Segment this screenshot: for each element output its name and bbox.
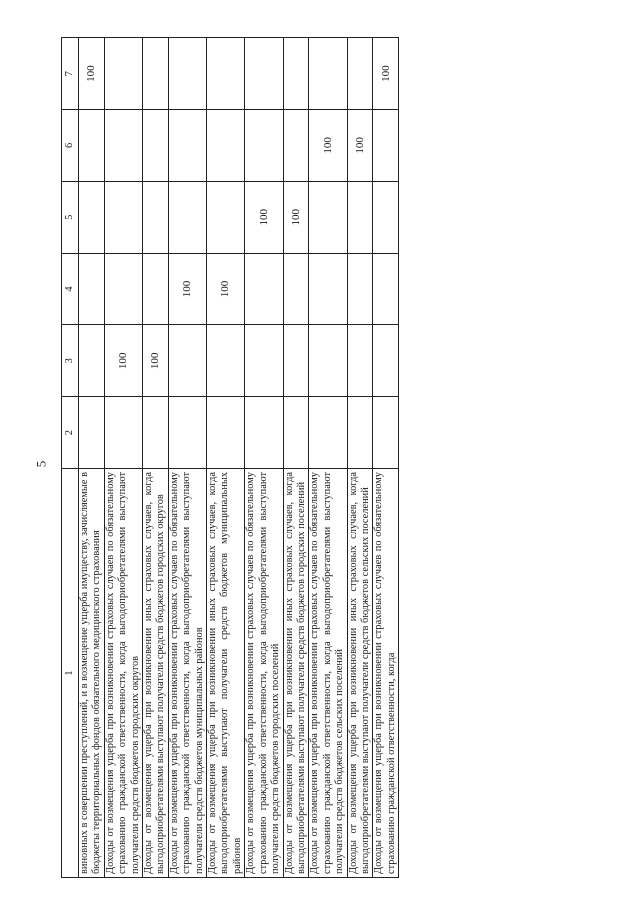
- value-cell: 100: [79, 38, 105, 110]
- value-cell: [207, 110, 245, 182]
- row-description: Доходы от возмещения ущерба при возникновении иных страховых случаев, когда выгодоприобретателями выступают получатели средств бюджетов городских поселений: [283, 469, 309, 878]
- value-cell: 100: [143, 325, 169, 397]
- value-cell: [283, 325, 309, 397]
- value-cell: [373, 253, 399, 325]
- value-cell: [143, 397, 169, 469]
- value-cell: [347, 38, 373, 110]
- value-cell: [79, 325, 105, 397]
- value-cell: [309, 325, 347, 397]
- value-cell: 100: [207, 253, 245, 325]
- value-cell: [245, 397, 283, 469]
- value-cell: [168, 397, 206, 469]
- header-cell: 5: [62, 181, 79, 253]
- revenue-table: [61, 37, 399, 878]
- value-cell: [79, 181, 105, 253]
- value-cell: 100: [347, 110, 373, 182]
- row-description: Доходы от возмещения ущерба при возникновении иных страховых случаев, когда выгодоприобретателями выступают получатели средств бюджетов сельских поселений: [347, 469, 373, 878]
- table-row: [245, 38, 283, 878]
- value-cell: [207, 325, 245, 397]
- row-description: Доходы от возмещения ущерба при возникновении страховых случаев по обязательному страхованию гражданской ответственности, когда выгодоприобретателями выступают получатели средств бюджетов муниципальных районов: [168, 469, 206, 878]
- table-row: [207, 38, 245, 878]
- value-cell: [79, 253, 105, 325]
- value-cell: [309, 38, 347, 110]
- value-cell: [373, 181, 399, 253]
- value-cell: 100: [104, 325, 142, 397]
- value-cell: [283, 253, 309, 325]
- value-cell: [104, 110, 142, 182]
- value-cell: [347, 397, 373, 469]
- row-description: Доходы от возмещения ущерба при возникновении страховых случаев по обязательному страхованию гражданской ответственности, когда: [373, 469, 399, 878]
- table-row: [168, 38, 206, 878]
- page-number: 5: [33, 460, 49, 468]
- value-cell: [373, 110, 399, 182]
- value-cell: [104, 38, 142, 110]
- row-description: виновных в совершении преступлений, и в возмещение ущерба имуществу, зачисляемые в бюджеты территориальных фондов обязательного медицинского страхования: [79, 469, 105, 878]
- value-cell: [168, 110, 206, 182]
- value-cell: [207, 38, 245, 110]
- value-cell: [168, 38, 206, 110]
- row-description: Доходы от возмещения ущерба при возникновении иных страховых случаев, когда выгодоприобретателями выступают получатели средств бюджетов муниципальных районов: [207, 469, 245, 878]
- row-description: Доходы от возмещения ущерба при возникновении страховых случаев по обязательному страхованию гражданской ответственности, когда выгодоприобретателями выступают получатели средств бюджетов городских поселений: [245, 469, 283, 878]
- value-cell: 100: [283, 181, 309, 253]
- value-cell: [309, 397, 347, 469]
- value-cell: [309, 253, 347, 325]
- table-row: [143, 38, 169, 878]
- value-cell: [245, 325, 283, 397]
- table-row: [347, 38, 373, 878]
- value-cell: [104, 253, 142, 325]
- value-cell: [104, 397, 142, 469]
- value-cell: [143, 110, 169, 182]
- value-cell: [143, 38, 169, 110]
- value-cell: [347, 325, 373, 397]
- value-cell: [104, 181, 142, 253]
- value-cell: 100: [373, 38, 399, 110]
- value-cell: [347, 181, 373, 253]
- header-cell: 3: [62, 325, 79, 397]
- value-cell: [245, 110, 283, 182]
- value-cell: 100: [168, 253, 206, 325]
- rotated-page: [61, 38, 591, 878]
- table-row: [373, 38, 399, 878]
- value-cell: 100: [245, 181, 283, 253]
- header-row: [62, 38, 79, 878]
- value-cell: [309, 181, 347, 253]
- value-cell: [207, 181, 245, 253]
- value-cell: [283, 38, 309, 110]
- header-cell: 7: [62, 38, 79, 110]
- value-cell: [79, 110, 105, 182]
- value-cell: [79, 397, 105, 469]
- value-cell: 100: [309, 110, 347, 182]
- value-cell: [245, 253, 283, 325]
- row-description: Доходы от возмещения ущерба при возникновении иных страховых случаев, когда выгодоприобретателями выступают получатели средств бюджетов городских округов: [143, 469, 169, 878]
- value-cell: [143, 253, 169, 325]
- header-cell: 2: [62, 397, 79, 469]
- row-description: Доходы от возмещения ущерба при возникновении страховых случаев по обязательному страхованию гражданской ответственности, когда выгодоприобретателями выступают получатели средств бюджетов сельских поселений: [309, 469, 347, 878]
- header-cell: 4: [62, 253, 79, 325]
- value-cell: [347, 253, 373, 325]
- row-description: Доходы от возмещения ущерба при возникновении страховых случаев по обязательному страхованию гражданской ответственности, когда выгодоприобретателями выступают получатели средств бюджетов городских округов: [104, 469, 142, 878]
- value-cell: [245, 38, 283, 110]
- value-cell: [168, 325, 206, 397]
- value-cell: [373, 397, 399, 469]
- value-cell: [373, 325, 399, 397]
- table-row: [104, 38, 142, 878]
- value-cell: [283, 110, 309, 182]
- value-cell: [283, 397, 309, 469]
- header-cell: 6: [62, 110, 79, 182]
- value-cell: [168, 181, 206, 253]
- value-cell: [207, 397, 245, 469]
- value-cell: [143, 181, 169, 253]
- table-row: [283, 38, 309, 878]
- table-row: [79, 38, 105, 878]
- table-row: [309, 38, 347, 878]
- header-cell: 1: [62, 469, 79, 878]
